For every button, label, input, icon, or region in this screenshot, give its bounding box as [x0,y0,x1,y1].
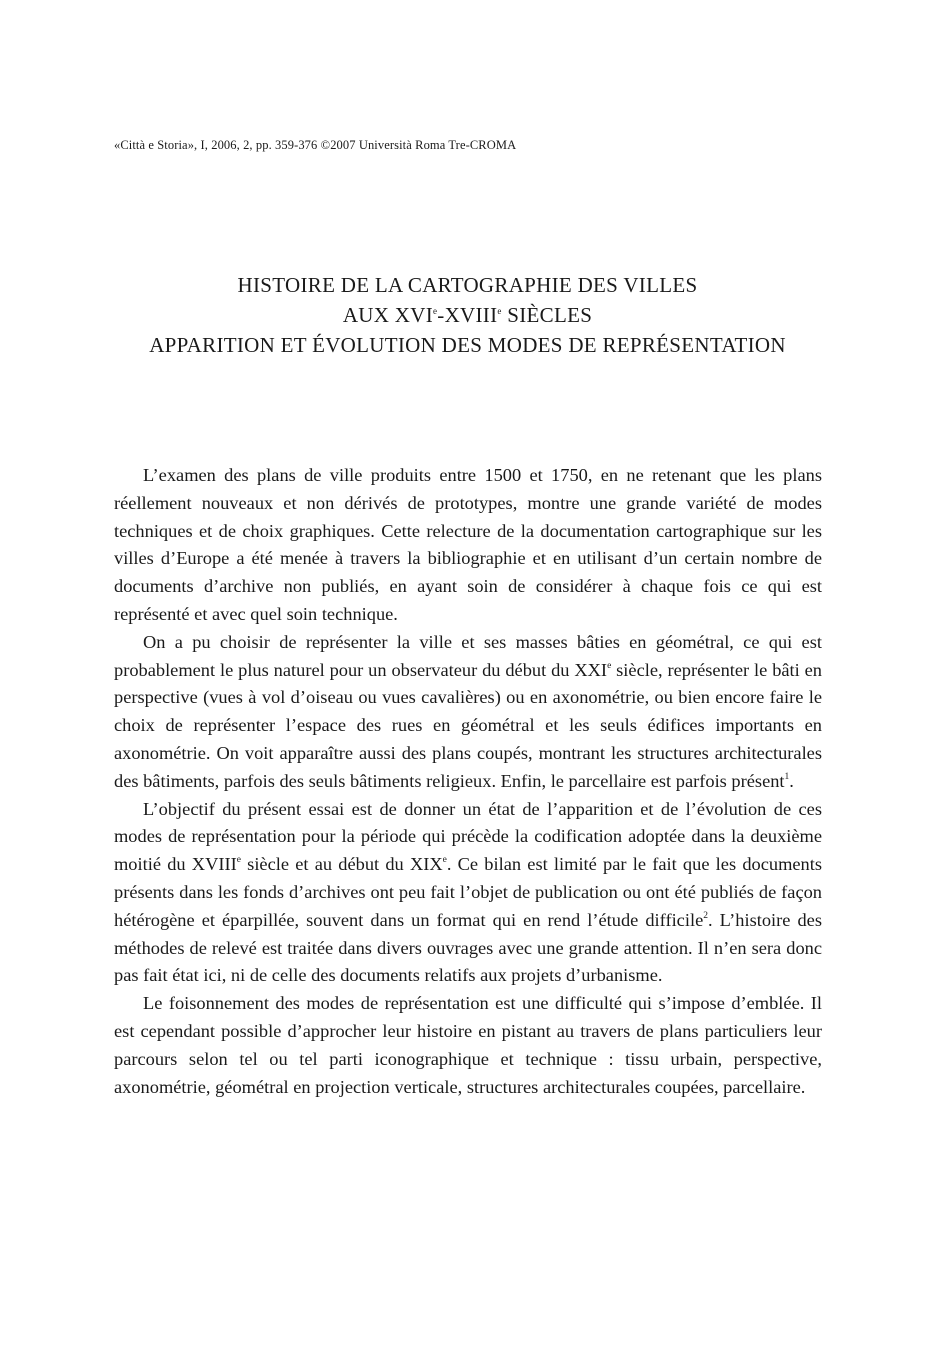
article-title [0,270,935,360]
paragraph-3 [114,796,822,991]
century-superscript: e [607,660,612,671]
paragraph-3-part-d: . L’histoire des méthodes de relevé est traitée dans divers ouvrages avec une grande attention. Il n’en sera donc pas fait état ici, ni de celle des documents relatifs aux projets d’urbanisme. [114,909,823,986]
journal-citation: «Città e Storia», I, 2006, 2, pp. 359-376 ©2007 Università Roma Tre-CROMA [114,138,517,152]
article-body [114,462,822,1101]
footnote-ref-2[interactable]: 2 [703,910,708,921]
paragraph-2-part-c: . [789,770,794,791]
title-line-2-part-b: -XVIII [437,303,498,327]
paragraph-3-part-b: siècle et au début du XIX [240,854,443,875]
title-line-2-part-a: AUX XVI [342,303,433,327]
paragraph-1: L’examen des plans de ville produits entre 1500 et 1750, en ne retenant que les plans réellement nouveaux et non dérivés de prototypes, montre une grande variété de modes techniques et de choix graphiques. Cette relecture de la documentation cartographique sur les villes d’Europe a été menée à travers la bibliographie et en utilisant d’un certain nombre de documents d’archive non publiés, en ayant soin de considérer à chaque fois ce qui est représenté et avec quel soin technique. [114,465,822,624]
footnote-ref-1[interactable]: 1 [784,771,790,782]
paragraph-2-part-b: siècle, représenter le bâti en perspective (vues à vol d’oiseau ou vues cavalières) ou en axonométrie, ou bien encore faire le choix de représenter l’espace des rues en géométral et les seuls édifices importants en axonométrie. On voit apparaître aussi des plans coupés, montrant les structures architecturales des bâtiments, parfois des seuls bâtiments religieux. Enfin, le parcellaire est parfois présent [114,659,822,791]
paragraph-4: Le foisonnement des modes de représentation est une difficulté qui s’impose d’emblée. Il est cependant possible d’approcher leur histoire en pistant au travers de plans particuliers leur parcours selon tel ou tel parti iconographique et technique : tissu urbain, perspective, axonométrie, géométral en projection verticale, structures architecturales coupées, parcellaire. [114,993,822,1097]
paragraph-2-part-a: On a pu choisir de représenter la ville et ses masses bâties en géométral, ce qui est probablement le plus naturel pour un observateur du début du XXI [114,631,822,680]
paragraph-3-part-a: L’objectif du présent essai est de donner un état de l’apparition et de l’évolution de ces modes de représentation pour la période qui précède la codification adoptée dans la deuxième moitié du XVIII [114,798,822,875]
paragraph-2 [114,629,822,796]
century-superscript: e [236,855,241,866]
title-line-1: HISTOIRE DE LA CARTOGRAPHIE DES VILLES [237,273,698,297]
title-superscript-1: e [432,306,438,316]
title-superscript-2: e [497,306,502,316]
title-line-3: APPARITION ET ÉVOLUTION DES MODES DE REPRÉSENTATION [149,333,786,357]
title-line-2-part-c: SIÈCLES [501,303,593,327]
paragraph-3-part-c: . Ce bilan est limité par le fait que les documents présents dans les fonds d’archives ont peu fait l’objet de publication ou ont été publiés de façon hétérogène et éparpillée, souvent dans un format qui en rend l’étude difficile [114,854,823,930]
title-line-2 [0,300,935,330]
century-superscript: e [442,855,447,866]
